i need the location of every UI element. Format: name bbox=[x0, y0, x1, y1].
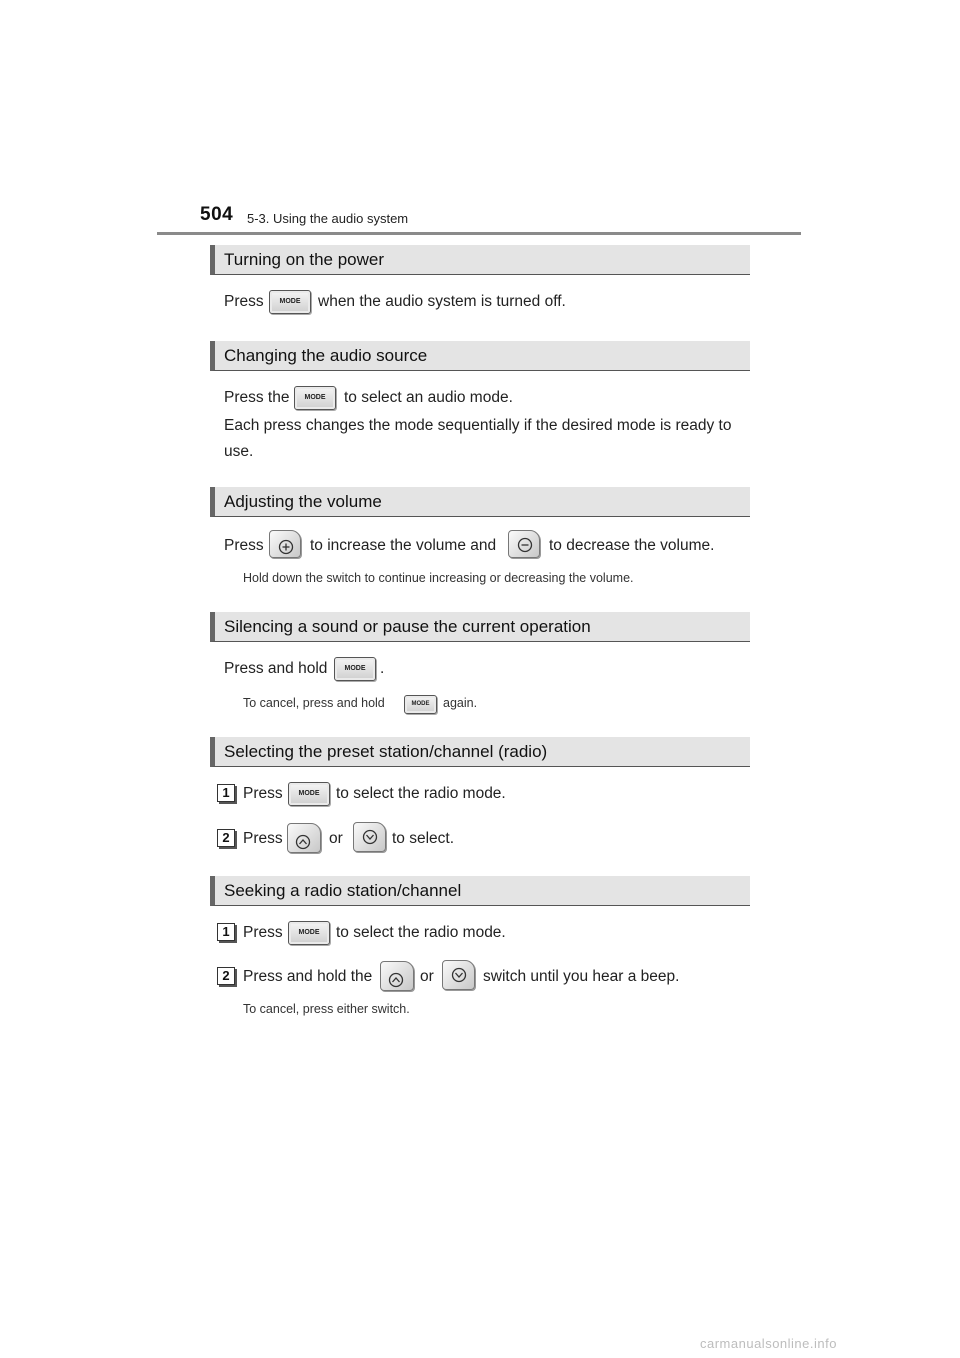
volume-up-icon bbox=[269, 530, 301, 558]
silence-note-post: again. bbox=[443, 696, 478, 710]
preset-step2-text-post: to select. bbox=[392, 830, 455, 847]
mode-button-icon: MODE bbox=[334, 657, 376, 681]
tune-down-icon bbox=[353, 822, 386, 852]
chapter-title: 5-3. Using the audio system bbox=[247, 211, 409, 226]
tune-up-icon bbox=[287, 823, 321, 853]
silence-note-pre: To cancel, press and hold bbox=[243, 696, 385, 710]
step-number-badge: 1 bbox=[217, 923, 235, 941]
mode-button-icon: MODE bbox=[288, 782, 330, 806]
seek-step1-text-pre: Press bbox=[243, 924, 283, 941]
silence-text-post: . bbox=[380, 660, 385, 677]
power-text-post: when the audio system is turned off. bbox=[318, 293, 566, 310]
section-heading-power: Turning on the power bbox=[210, 245, 750, 275]
seek-step1-text-post: to select the radio mode. bbox=[336, 924, 506, 941]
silence-text-pre: Press and hold bbox=[224, 660, 328, 677]
step-number-badge: 2 bbox=[217, 829, 235, 847]
mode-button-icon: MODE bbox=[288, 921, 330, 945]
volume-down-icon bbox=[508, 530, 540, 558]
power-text-pre: Press bbox=[224, 293, 264, 310]
tune-up-icon bbox=[380, 961, 414, 991]
source-text-post: to select an audio mode. bbox=[344, 389, 513, 406]
volume-text-post: to decrease the volume. bbox=[549, 537, 715, 554]
volume-text-mid: to increase the volume and bbox=[310, 537, 497, 554]
seek-step2-text-mid: or bbox=[420, 968, 434, 985]
step-number-badge: 2 bbox=[217, 967, 235, 985]
mode-button-icon: MODE bbox=[269, 290, 311, 314]
section-heading-source: Changing the audio source bbox=[210, 341, 750, 371]
preset-step1-text-pre: Press bbox=[243, 785, 283, 802]
mode-button-icon: MODE bbox=[404, 695, 437, 714]
seek-note: To cancel, press either switch. bbox=[243, 1002, 410, 1016]
section-heading-silence: Silencing a sound or pause the current operation bbox=[210, 612, 750, 642]
source-paragraph: Each press changes the mode sequentially if the desired mode is ready to use. bbox=[224, 417, 732, 460]
watermark: carmanualsonline.info bbox=[700, 1336, 837, 1351]
volume-note: Hold down the switch to continue increasing or decreasing the volume. bbox=[243, 571, 634, 585]
page-number: 504 bbox=[200, 204, 234, 225]
mode-button-icon: MODE bbox=[294, 386, 336, 410]
seek-step2-text-post: switch until you hear a beep. bbox=[483, 968, 680, 985]
section-heading-preset: Selecting the preset station/channel (radio) bbox=[210, 737, 750, 767]
source-text-pre: Press the bbox=[224, 389, 290, 406]
step-number-badge: 1 bbox=[217, 784, 235, 802]
section-heading-seek: Seeking a radio station/channel bbox=[210, 876, 750, 906]
preset-step1-text-post: to select the radio mode. bbox=[336, 785, 506, 802]
tune-down-icon bbox=[442, 960, 475, 990]
seek-step2-text-pre: Press and hold the bbox=[243, 968, 373, 985]
volume-text-pre: Press bbox=[224, 537, 264, 554]
header-divider bbox=[157, 232, 801, 235]
preset-step2-text-mid: or bbox=[329, 830, 343, 847]
section-heading-volume: Adjusting the volume bbox=[210, 487, 750, 517]
preset-step2-text-pre: Press bbox=[243, 830, 283, 847]
